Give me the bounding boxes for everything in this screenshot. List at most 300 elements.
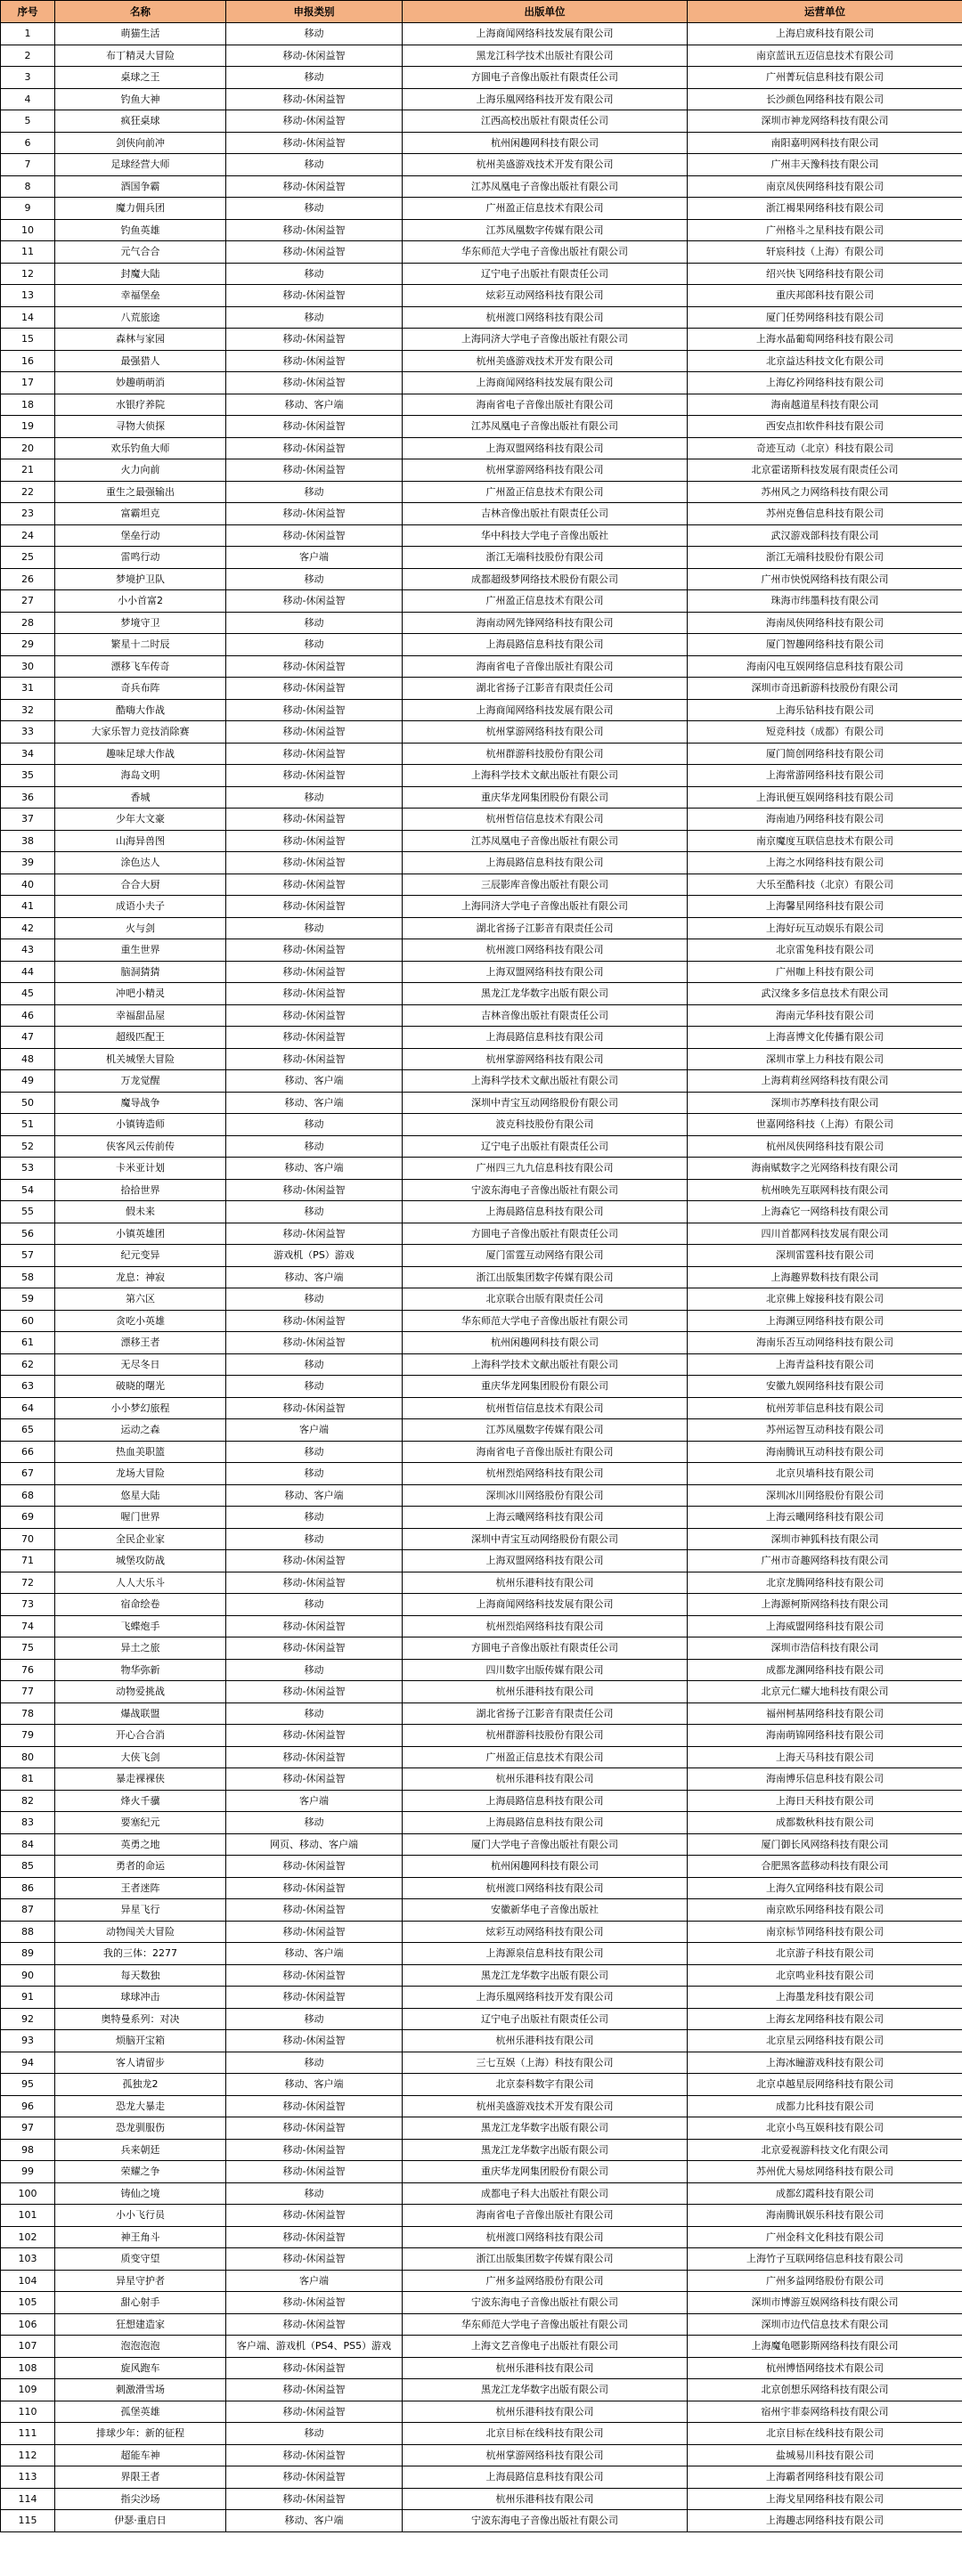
cell-name: 钓鱼英雄 [55, 219, 226, 241]
cell-category: 移动-休闲益智 [226, 1964, 403, 1987]
cell-index: 32 [1, 699, 55, 721]
cell-operator: 北京创想乐网络科技有限公司 [688, 2379, 962, 2401]
cell-operator: 盐城易川科技有限公司 [688, 2444, 962, 2466]
table-row [1, 1048, 962, 1070]
cell-operator: 广州菁玩信息科技有限公司 [688, 67, 962, 89]
cell-publisher: 辽宁电子出版社有限责任公司 [403, 1135, 688, 1158]
cell-index: 111 [1, 2423, 55, 2445]
cell-index: 75 [1, 1637, 55, 1660]
cell-name: 机关城堡大冒险 [55, 1048, 226, 1070]
table-row [1, 23, 962, 45]
cell-publisher: 吉林音像出版社有限责任公司 [403, 1004, 688, 1027]
cell-index: 11 [1, 241, 55, 264]
table-row [1, 1288, 962, 1311]
cell-index: 114 [1, 2488, 55, 2510]
table-row [1, 2313, 962, 2336]
cell-index: 69 [1, 1507, 55, 1529]
cell-category: 移动、客户端 [226, 2074, 403, 2096]
cell-publisher: 上海文艺音像电子出版社有限公司 [403, 2336, 688, 2358]
cell-category: 移动-休闲益智 [226, 503, 403, 525]
table-row [1, 503, 962, 525]
cell-index: 57 [1, 1245, 55, 1267]
cell-publisher: 吉林音像出版社有限责任公司 [403, 503, 688, 525]
cell-category: 移动-休闲益智 [226, 961, 403, 983]
cell-category: 移动-休闲益智 [226, 2205, 403, 2227]
cell-publisher: 杭州烈焰网络科技有限公司 [403, 1615, 688, 1637]
table-row [1, 154, 962, 176]
cell-name: 旋风跑车 [55, 2357, 226, 2379]
cell-category: 移动-休闲益智 [226, 2401, 403, 2423]
table-row [1, 1812, 962, 1834]
cell-name: 拾拾世界 [55, 1179, 226, 1201]
cell-index: 46 [1, 1004, 55, 1027]
cell-index: 65 [1, 1419, 55, 1442]
cell-name: 万龙觉醒 [55, 1070, 226, 1093]
cell-publisher: 杭州掌游网络科技有限公司 [403, 459, 688, 482]
table-row [1, 547, 962, 569]
table-row [1, 1441, 962, 1463]
cell-category: 移动-休闲益智 [226, 1027, 403, 1049]
table-row [1, 2466, 962, 2489]
cell-operator: 成都龙渊网络科技有限公司 [688, 1659, 962, 1681]
cell-publisher: 海南省电子音像出版社有限公司 [403, 1441, 688, 1463]
cell-category: 移动-休闲益智 [226, 1856, 403, 1878]
cell-category: 移动-休闲益智 [226, 655, 403, 678]
table-row [1, 1594, 962, 1616]
cell-category: 移动 [226, 1702, 403, 1725]
cell-name: 异星守护者 [55, 2270, 226, 2292]
cell-category: 移动-休闲益智 [226, 524, 403, 547]
table-row [1, 765, 962, 787]
cell-category: 移动-休闲益智 [226, 350, 403, 372]
cell-category: 移动-休闲益智 [226, 1332, 403, 1354]
cell-index: 9 [1, 198, 55, 220]
cell-category: 移动、客户端 [226, 394, 403, 416]
cell-publisher: 安徽新华电子音像出版社 [403, 1899, 688, 1922]
cell-index: 44 [1, 961, 55, 983]
cell-publisher: 杭州渡口网络科技有限公司 [403, 939, 688, 962]
cell-publisher: 上海晨路信息科技有限公司 [403, 634, 688, 656]
cell-publisher: 黑龙江科学技术出版社有限公司 [403, 45, 688, 67]
cell-publisher: 华东师范大学电子音像出版社有限公司 [403, 241, 688, 264]
cell-publisher: 上海晨路信息科技有限公司 [403, 1027, 688, 1049]
cell-operator: 上海亿衿网络科技有限公司 [688, 372, 962, 394]
cell-name: 甜心射手 [55, 2292, 226, 2314]
cell-name: 人人大乐斗 [55, 1572, 226, 1594]
cell-index: 27 [1, 590, 55, 613]
table-row [1, 1528, 962, 1550]
cell-publisher: 海南省电子音像出版社有限公司 [403, 655, 688, 678]
cell-publisher: 厦门雷霆互动网络有限公司 [403, 1245, 688, 1267]
cell-publisher: 宁波东海电子音像出版社有限公司 [403, 2510, 688, 2532]
cell-name: 小镇英雄团 [55, 1223, 226, 1245]
table-row [1, 612, 962, 634]
cell-operator: 海南乐否互动网络科技有限公司 [688, 1332, 962, 1354]
cell-category: 移动-休闲益智 [226, 2248, 403, 2271]
cell-name: 要塞纪元 [55, 1812, 226, 1834]
cell-category: 移动 [226, 481, 403, 503]
cell-name: 英勇之地 [55, 1833, 226, 1856]
cell-operator: 成都幻霞科技有限公司 [688, 2182, 962, 2205]
cell-name: 香城 [55, 786, 226, 809]
cell-category: 移动-休闲益智 [226, 1637, 403, 1660]
table-row [1, 590, 962, 613]
cell-category: 移动-休闲益智 [226, 1550, 403, 1572]
cell-index: 88 [1, 1921, 55, 1943]
cell-operator: 成都力比科技有限公司 [688, 2095, 962, 2117]
cell-index: 64 [1, 1397, 55, 1419]
table-row [1, 1659, 962, 1681]
cell-publisher: 波克科技股份有限公司 [403, 1114, 688, 1136]
cell-category: 客户端 [226, 2270, 403, 2292]
cell-name: 破晓的曙光 [55, 1376, 226, 1398]
cell-category: 移动-休闲益智 [226, 896, 403, 918]
cell-category: 移动-休闲益智 [226, 2488, 403, 2510]
table-row [1, 1004, 962, 1027]
cell-category: 移动-休闲益智 [226, 765, 403, 787]
cell-name: 指尖沙场 [55, 2488, 226, 2510]
cell-publisher: 杭州闲趣网科技有限公司 [403, 132, 688, 154]
cell-index: 102 [1, 2226, 55, 2248]
cell-index: 2 [1, 45, 55, 67]
table-row [1, 1223, 962, 1245]
cell-operator: 上海云曦网络科技有限公司 [688, 1507, 962, 1529]
cell-name: 龙场大冒险 [55, 1463, 226, 1485]
cell-name: 水银疗养院 [55, 394, 226, 416]
cell-operator: 合肥黑客蓝移动科技有限公司 [688, 1856, 962, 1878]
cell-category: 移动 [226, 23, 403, 45]
cell-publisher: 杭州乐港科技有限公司 [403, 1681, 688, 1703]
cell-operator: 北京小鸟互娱科技有限公司 [688, 2117, 962, 2140]
cell-index: 20 [1, 437, 55, 459]
cell-publisher: 成都超级梦网络技术股份有限公司 [403, 568, 688, 590]
cell-category: 移动-休闲益智 [226, 416, 403, 438]
cell-category: 移动-休闲益智 [226, 2292, 403, 2314]
cell-index: 56 [1, 1223, 55, 1245]
cell-category: 移动 [226, 1812, 403, 1834]
cell-operator: 苏州优大易炫网络科技有限公司 [688, 2161, 962, 2183]
cell-index: 105 [1, 2292, 55, 2314]
table-row [1, 350, 962, 372]
cell-operator: 上海天马科技有限公司 [688, 1746, 962, 1768]
cell-publisher: 北京目标在线科技有限公司 [403, 2423, 688, 2445]
cell-operator: 广州市奇趣网络科技有限公司 [688, 1550, 962, 1572]
cell-index: 94 [1, 2052, 55, 2074]
cell-name: 热血美职篮 [55, 1441, 226, 1463]
table-row [1, 2226, 962, 2248]
cell-operator: 上海源柯斯网络科技有限公司 [688, 1594, 962, 1616]
table-row [1, 1179, 962, 1201]
table-row [1, 1572, 962, 1594]
table-row [1, 67, 962, 89]
table-row [1, 198, 962, 220]
cell-name: 封魔大陆 [55, 263, 226, 285]
cell-publisher: 江苏凤凰电子音像出版社有限公司 [403, 416, 688, 438]
cell-operator: 北京佛上嫁接科技有限公司 [688, 1288, 962, 1311]
table-row [1, 1310, 962, 1332]
cell-index: 101 [1, 2205, 55, 2227]
cell-publisher: 杭州哲信信息技术有限公司 [403, 809, 688, 831]
cell-index: 92 [1, 2008, 55, 2030]
cell-name: 运动之森 [55, 1419, 226, 1442]
cell-category: 移动-休闲益智 [226, 45, 403, 67]
cell-category: 移动-休闲益智 [226, 2030, 403, 2052]
cell-index: 68 [1, 1484, 55, 1507]
cell-name: 勇者的命运 [55, 1856, 226, 1878]
cell-category: 移动 [226, 917, 403, 939]
cell-name: 布丁精灵大冒险 [55, 45, 226, 67]
cell-publisher: 杭州乐港科技有限公司 [403, 2488, 688, 2510]
cell-index: 90 [1, 1964, 55, 1987]
table-row [1, 1158, 962, 1180]
cell-name: 酷嗨大作战 [55, 699, 226, 721]
cell-operator: 北京元仁耀大地科技有限公司 [688, 1681, 962, 1703]
cell-index: 53 [1, 1158, 55, 1180]
cell-name: 漂移王者 [55, 1332, 226, 1354]
cell-category: 移动-休闲益智 [226, 852, 403, 874]
table-row [1, 2488, 962, 2510]
table-row [1, 699, 962, 721]
cell-operator: 苏州运智互动科技有限公司 [688, 1419, 962, 1442]
cell-operator: 绍兴快飞网络科技有限公司 [688, 263, 962, 285]
table-row [1, 2008, 962, 2030]
cell-index: 51 [1, 1114, 55, 1136]
cell-index: 86 [1, 1877, 55, 1899]
cell-category: 客户端、游戏机（PS4、PS5）游戏 [226, 2336, 403, 2358]
cell-name: 火与剑 [55, 917, 226, 939]
cell-name: 王者迷阵 [55, 1877, 226, 1899]
cell-index: 81 [1, 1768, 55, 1791]
cell-operator: 北京霍诺斯科技发展有限责任公司 [688, 459, 962, 482]
cell-index: 8 [1, 175, 55, 198]
cell-index: 13 [1, 285, 55, 307]
table-row [1, 1921, 962, 1943]
cell-index: 110 [1, 2401, 55, 2423]
cell-name: 球球冲击 [55, 1987, 226, 2009]
cell-name: 飞蝶炮手 [55, 1615, 226, 1637]
cell-index: 15 [1, 329, 55, 351]
cell-operator: 安徽九娱网络科技有限公司 [688, 1376, 962, 1398]
cell-name: 元气合合 [55, 241, 226, 264]
cell-index: 70 [1, 1528, 55, 1550]
cell-name: 妙趣萌萌消 [55, 372, 226, 394]
cell-index: 12 [1, 263, 55, 285]
cell-index: 71 [1, 1550, 55, 1572]
cell-name: 堡垒行动 [55, 524, 226, 547]
cell-index: 63 [1, 1376, 55, 1398]
cell-category: 移动-休闲益智 [226, 459, 403, 482]
cell-name: 烦脑开宝箱 [55, 2030, 226, 2052]
table-row [1, 2205, 962, 2227]
cell-operator: 上海莉莉丝网络科技有限公司 [688, 1070, 962, 1093]
cell-name: 城堡攻防战 [55, 1550, 226, 1572]
cell-operator: 上海玄龙网络科技有限公司 [688, 2008, 962, 2030]
cell-publisher: 上海晨路信息科技有限公司 [403, 1790, 688, 1812]
cell-name: 少年大文豪 [55, 809, 226, 831]
cell-operator: 上海喜博文化传播有限公司 [688, 1027, 962, 1049]
cell-index: 55 [1, 1201, 55, 1223]
cell-category: 移动-休闲益智 [226, 1615, 403, 1637]
cell-category: 移动 [226, 2182, 403, 2205]
cell-index: 45 [1, 983, 55, 1005]
table-row [1, 655, 962, 678]
cell-name: 动物闯关大冒险 [55, 1921, 226, 1943]
cell-name: 重生之最强输出 [55, 481, 226, 503]
table-row [1, 917, 962, 939]
cell-publisher: 杭州渡口网络科技有限公司 [403, 306, 688, 329]
cell-name: 动物爱挑战 [55, 1681, 226, 1703]
cell-index: 84 [1, 1833, 55, 1856]
cell-name: 悠星大陆 [55, 1484, 226, 1507]
cell-category: 移动-休闲益智 [226, 2095, 403, 2117]
cell-operator: 上海竹子互联网络信息科技有限公司 [688, 2248, 962, 2271]
cell-category: 移动 [226, 634, 403, 656]
cell-publisher: 宁波东海电子音像出版社有限公司 [403, 1179, 688, 1201]
table-row [1, 241, 962, 264]
table-row [1, 809, 962, 831]
cell-publisher: 方圆电子音像出版社有限责任公司 [403, 67, 688, 89]
table-row [1, 1332, 962, 1354]
cell-publisher: 炫彩互动网络科技有限公司 [403, 1921, 688, 1943]
cell-index: 6 [1, 132, 55, 154]
cell-name: 恐龙大暴走 [55, 2095, 226, 2117]
cell-operator: 北京游子科技有限公司 [688, 1943, 962, 1965]
cell-category: 移动-休闲益智 [226, 372, 403, 394]
cell-publisher: 江西高校出版社有限责任公司 [403, 110, 688, 133]
cell-operator: 北京星云网络科技有限公司 [688, 2030, 962, 2052]
cell-operator: 武汉缘多多信息技术有限公司 [688, 983, 962, 1005]
cell-category: 移动、客户端 [226, 2510, 403, 2532]
cell-category: 移动 [226, 2423, 403, 2445]
cell-category: 移动-休闲益智 [226, 699, 403, 721]
cell-publisher: 黑龙江龙华数字出版有限公司 [403, 2139, 688, 2161]
cell-operator: 上海水晶葡萄网络科技有限公司 [688, 329, 962, 351]
cell-operator: 大乐至酷科技（北京）有限公司 [688, 874, 962, 896]
cell-operator: 世嘉网络科技（上海）有限公司 [688, 1114, 962, 1136]
cell-name: 大侠飞剑 [55, 1746, 226, 1768]
cell-index: 50 [1, 1092, 55, 1114]
cell-operator: 海南腾讯互动科技有限公司 [688, 1441, 962, 1463]
cell-name: 繁星十二时辰 [55, 634, 226, 656]
cell-publisher: 湖北省扬子江影音有限责任公司 [403, 678, 688, 700]
table-row [1, 394, 962, 416]
cell-name: 喔门世界 [55, 1507, 226, 1529]
cell-index: 35 [1, 765, 55, 787]
cell-category: 移动 [226, 1507, 403, 1529]
cell-category: 移动 [226, 1463, 403, 1485]
cell-category: 移动-休闲益智 [226, 939, 403, 962]
cell-name: 足球经营大师 [55, 154, 226, 176]
cell-index: 85 [1, 1856, 55, 1878]
cell-publisher: 方圆电子音像出版社有限责任公司 [403, 1637, 688, 1660]
cell-index: 23 [1, 503, 55, 525]
table-row [1, 2139, 962, 2161]
cell-operator: 浙江褐果网络科技有限公司 [688, 198, 962, 220]
table-row [1, 852, 962, 874]
cell-index: 96 [1, 2095, 55, 2117]
cell-publisher: 上海商闻网络科技发展有限公司 [403, 1594, 688, 1616]
cell-category: 移动 [226, 1114, 403, 1136]
table-row [1, 45, 962, 67]
cell-index: 112 [1, 2444, 55, 2466]
cell-category: 移动-休闲益智 [226, 721, 403, 744]
cell-name: 富霸坦克 [55, 503, 226, 525]
cell-name: 小小梦幻旅程 [55, 1397, 226, 1419]
cell-index: 98 [1, 2139, 55, 2161]
cell-index: 66 [1, 1441, 55, 1463]
table-row [1, 1987, 962, 2009]
cell-operator: 深圳市博游互娱网络科技有限公司 [688, 2292, 962, 2314]
cell-publisher: 辽宁电子出版社有限责任公司 [403, 263, 688, 285]
header-index: 序号 [1, 1, 55, 23]
header-publisher: 出版单位 [403, 1, 688, 23]
cell-publisher: 杭州闲趣网科技有限公司 [403, 1332, 688, 1354]
table-row [1, 2052, 962, 2074]
cell-name: 异土之旅 [55, 1637, 226, 1660]
cell-name: 无尽冬日 [55, 1353, 226, 1376]
cell-name: 山海异兽图 [55, 830, 226, 852]
cell-name: 小小首富2 [55, 590, 226, 613]
table-row [1, 1484, 962, 1507]
cell-publisher: 宁波东海电子音像出版社有限公司 [403, 2292, 688, 2314]
cell-category: 移动-休闲益智 [226, 1899, 403, 1922]
cell-index: 76 [1, 1659, 55, 1681]
cell-name: 假未来 [55, 1201, 226, 1223]
cell-name: 奇兵布阵 [55, 678, 226, 700]
cell-operator: 深圳雷霆科技有限公司 [688, 1245, 962, 1267]
cell-category: 移动、客户端 [226, 1484, 403, 1507]
cell-name: 孤独龙2 [55, 2074, 226, 2096]
cell-operator: 杭州凤侠网络科技有限公司 [688, 1135, 962, 1158]
cell-operator: 上海日天科技有限公司 [688, 1790, 962, 1812]
cell-name: 暴走裸裸侠 [55, 1768, 226, 1791]
cell-publisher: 湖北省扬子江影音有限责任公司 [403, 917, 688, 939]
cell-name: 梦境护卫队 [55, 568, 226, 590]
cell-operator: 上海好玩互动娱乐有限公司 [688, 917, 962, 939]
cell-name: 雷鸣行动 [55, 547, 226, 569]
table-row [1, 1943, 962, 1965]
cell-name: 狂想建造家 [55, 2313, 226, 2336]
cell-publisher: 杭州美盛游戏技术开发有限公司 [403, 350, 688, 372]
table-row [1, 524, 962, 547]
cell-name: 魔导战争 [55, 1092, 226, 1114]
cell-index: 74 [1, 1615, 55, 1637]
cell-category: 移动-休闲益智 [226, 285, 403, 307]
cell-operator: 上海乐钻科技有限公司 [688, 699, 962, 721]
table-row [1, 2379, 962, 2401]
cell-name: 纪元变异 [55, 1245, 226, 1267]
table-row [1, 263, 962, 285]
cell-index: 39 [1, 852, 55, 874]
cell-index: 3 [1, 67, 55, 89]
cell-publisher: 杭州闲趣网科技有限公司 [403, 1856, 688, 1878]
cell-operator: 上海威盟网络科技有限公司 [688, 1615, 962, 1637]
cell-index: 91 [1, 1987, 55, 2009]
cell-index: 37 [1, 809, 55, 831]
cell-index: 21 [1, 459, 55, 482]
cell-publisher: 江苏凤凰电子音像出版社有限公司 [403, 830, 688, 852]
cell-name: 爆战联盟 [55, 1702, 226, 1725]
cell-operator: 上海森它一网络科技有限公司 [688, 1201, 962, 1223]
cell-category: 移动 [226, 2052, 403, 2074]
header-name: 名称 [55, 1, 226, 23]
cell-operator: 上海讯便互娱网络科技有限公司 [688, 786, 962, 809]
cell-name: 森林与家园 [55, 329, 226, 351]
cell-index: 7 [1, 154, 55, 176]
cell-operator: 厦门御长风网络科技有限公司 [688, 1833, 962, 1856]
table-row [1, 459, 962, 482]
table-row [1, 1964, 962, 1987]
